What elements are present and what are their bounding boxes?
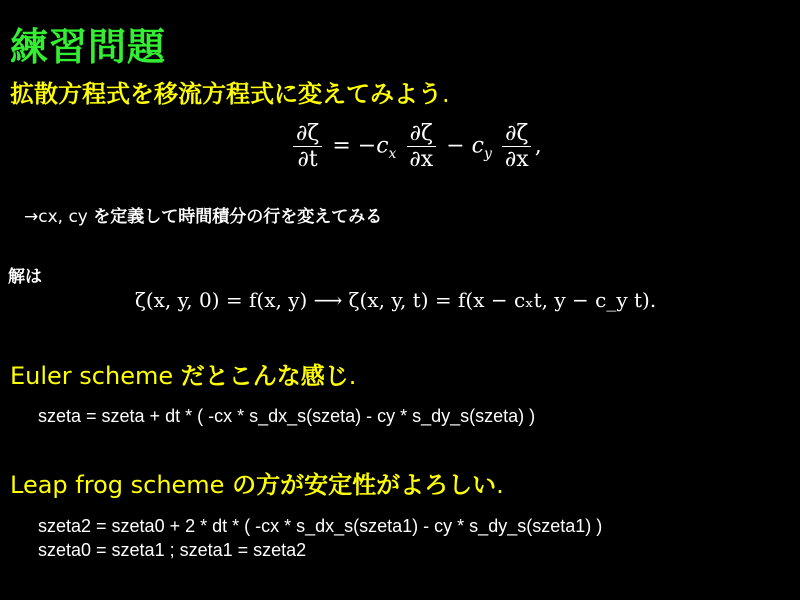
leapfrog-heading (10, 465, 504, 500)
leapfrog-code-line1: szeta2 = szeta0 + 2 * dt * ( -cx * s_dx_s(szeta1) - cy * s_dy_s(szeta1) ) (38, 516, 603, 536)
task-heading (10, 74, 450, 109)
lhs-numerator: ∂ζ (293, 122, 322, 147)
leapfrog-heading-period: . (496, 471, 504, 499)
term1-denominator: ∂x (409, 147, 434, 173)
euler-heading-period: . (348, 362, 357, 390)
slide-title: 練習問題 (10, 25, 167, 69)
arrow-note (24, 202, 382, 227)
coef-x-sub: x (388, 145, 397, 162)
equation-comma: , (534, 133, 542, 159)
coef-y-sub: y (483, 145, 492, 162)
leapfrog-code-line2: szeta0 = szeta1 ; szeta1 = szeta2 (38, 540, 307, 560)
term1-numerator: ∂ζ (407, 122, 436, 147)
arrow-note-text: を定義して時間積分の行を変えてみる (93, 207, 383, 227)
minus-sign: − (446, 133, 465, 159)
coef-x: c (376, 133, 389, 159)
leapfrog-heading-jp: の方が安定性がよろしい (232, 471, 497, 499)
solution-label: 解は (8, 267, 42, 287)
equals-minus: = − (332, 133, 377, 159)
arrow-note-prefix: →cx, cy (24, 207, 94, 227)
euler-heading-prefix: Euler scheme (10, 362, 181, 390)
dzeta-dx-fraction (406, 122, 436, 171)
task-heading-period: . (442, 80, 450, 108)
term2-numerator: ∂ζ (502, 122, 531, 147)
dzeta-dx-fraction-2 (502, 122, 532, 171)
term2-denominator: ∂x (504, 147, 529, 173)
leapfrog-heading-prefix: Leap frog scheme (10, 471, 233, 499)
coef-y: c (471, 133, 484, 159)
lhs-denominator: ∂t (297, 147, 318, 173)
solution-equation: ζ(x, y, 0) = f(x, y) ⟶ ζ(x, y, t) = f(x − cₓt, y − c_y t). (135, 288, 657, 312)
advection-equation (290, 122, 542, 171)
dzeta-dt-fraction (293, 122, 322, 171)
euler-heading-jp: だとこんな感じ (180, 362, 349, 390)
task-heading-text: 拡散方程式を移流方程式に変えてみよう (10, 80, 442, 108)
euler-heading (10, 356, 356, 391)
euler-code: szeta = szeta + dt * ( -cx * s_dx_s(szeta) - cy * s_dy_s(szeta) ) (38, 406, 536, 426)
